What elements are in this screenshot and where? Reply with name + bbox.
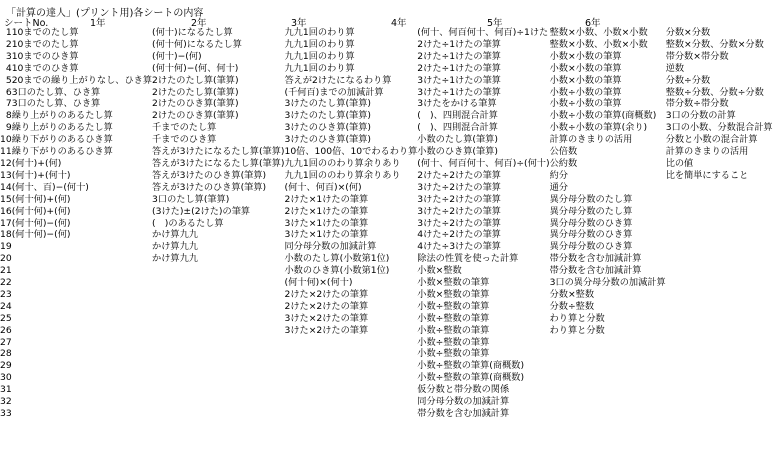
grade-3-topic-cell: (千何百)までの加減計算	[284, 86, 384, 98]
table-row	[0, 396, 773, 408]
grade-4-topic-cell: 4けた÷3けたの筆算	[417, 241, 501, 253]
grade-4-topic-cell: 3けた÷1けたの筆算	[417, 74, 501, 86]
grade-6-topic-cell: 比の値	[665, 157, 694, 169]
table-row	[0, 360, 773, 372]
sheet-number-cell: 2	[5, 38, 12, 50]
table-row	[0, 229, 773, 241]
grade-1-topic-cell	[12, 289, 152, 301]
grade-1-topic-cell: 10までのたし算	[11, 38, 79, 50]
grade-3-topic-cell: 3けたのひき算(筆算)	[284, 122, 371, 134]
grade-4-topic-cell: ( )、四則混合計算	[417, 122, 498, 134]
table-row	[0, 348, 773, 360]
grade-1-topic-cell: 繰り上がりのあるたし算	[11, 122, 113, 134]
sheet-number-cell: 4	[5, 62, 12, 74]
sheet-number-cell: 24	[0, 300, 12, 312]
grade-4-topic-cell: 小数÷整数の筆算	[417, 336, 490, 348]
grade-5-topic-cell: 異分母分数のたし算	[549, 205, 633, 217]
sheet-number-cell: 15	[0, 193, 12, 205]
sheet-number-header: シートNo.	[4, 18, 49, 29]
table-row	[0, 313, 773, 325]
grade-4-topic-cell: 3けたをかける筆算	[417, 98, 497, 110]
grade-5-topic-cell: 整数×小数、小数×小数	[549, 38, 648, 50]
grade-4-topic-cell: 3けた÷2けたの筆算	[417, 217, 501, 229]
grade-3-topic-cell: 九九1回のわり算	[284, 62, 355, 74]
grade-1-topic-cell	[12, 360, 152, 372]
grade-2-topic-cell: (何十何)−(何、何十)	[152, 62, 239, 74]
grade-1-topic-cell: (何十何)+(何)	[11, 205, 71, 217]
grade-3-topic-cell: 10倍、100倍、10でわるわり算	[284, 146, 418, 158]
grade-6-topic-cell	[666, 384, 773, 396]
grade-5-topic-cell: 3口の異分母分数の加減計算	[549, 277, 666, 289]
table-row	[0, 75, 773, 87]
grade-6-topic-cell: 逆数	[665, 62, 685, 74]
table-row	[0, 63, 773, 75]
table-row	[0, 134, 773, 146]
table-row	[0, 372, 773, 384]
table-row	[0, 218, 773, 230]
table-row	[0, 194, 773, 206]
grade-5-topic-cell	[550, 360, 666, 372]
grade-4-topic-cell: 2けた÷1けたの筆算	[417, 50, 501, 62]
grade-2-topic-cell: (何十)になるたし算	[152, 27, 233, 38]
sheet-number-cell: 8	[5, 110, 12, 122]
grade-3-topic-cell: 2けた×1けたの筆算	[284, 205, 369, 217]
grade-5-topic-cell: 小数÷小数の筆算	[549, 98, 622, 110]
grade-4-topic-cell: 同分母分数の加減計算	[417, 396, 510, 408]
grade-5-topic-cell	[550, 337, 666, 349]
sheet-number-cell: 11	[0, 146, 12, 158]
grade-5-topic-cell: 異分母分数のひき算	[549, 241, 633, 253]
grade-6-topic-cell	[666, 218, 773, 230]
sheet-number-cell: 19	[0, 241, 12, 253]
grade-1-topic-cell	[12, 384, 152, 396]
grade-3-topic-cell	[284, 348, 417, 360]
grade-3-topic-cell	[284, 384, 417, 396]
table-row	[0, 182, 773, 194]
grade-2-topic-cell: (3けた)±(2けた)の筆算	[152, 205, 251, 217]
grade-5-topic-cell: 小数×小数の筆算	[549, 62, 622, 74]
grade-4-topic-cell: 3けた÷2けたの筆算	[417, 193, 501, 205]
sheet-number-cell: 3	[5, 50, 12, 62]
grade-1-topic-cell: 繰り上がりのあるたし算	[11, 110, 113, 122]
table-row	[0, 51, 773, 63]
grade-2-topic-cell: かけ算九九	[152, 253, 198, 265]
grade-2-topic-cell	[152, 301, 284, 313]
table-row	[0, 241, 773, 253]
grade-1-topic-cell	[12, 301, 152, 313]
grade-2-topic-cell: 2けたのたし算(筆算)	[152, 74, 239, 86]
grade-4-topic-cell: 3けた÷2けたの筆算	[417, 205, 501, 217]
grade-6-topic-cell	[666, 289, 773, 301]
grade-6-topic-cell: 計算のきまりの活用	[665, 146, 749, 158]
table-row	[0, 289, 773, 301]
grade-6-topic-cell: 整数÷分数、分数÷分数	[665, 86, 764, 98]
grade-6-topic-cell	[666, 396, 773, 408]
grade-3-topic-cell: 答えが2けたになるわり算	[284, 74, 392, 86]
grade-6-topic-cell	[666, 301, 773, 313]
sheet-title: 「計算の達人」(プリント用)各シートの内容	[6, 8, 204, 19]
grade-3-topic-cell	[284, 337, 417, 349]
grade-5-topic-cell: 通分	[549, 181, 568, 193]
table-row	[0, 146, 773, 158]
table-row	[0, 265, 773, 277]
grade-6-topic-cell: 分数÷分数	[665, 74, 711, 86]
sheet-number-cell: 14	[0, 181, 12, 193]
grade-3-topic-cell: 九九1回のわり算	[284, 38, 355, 50]
sheet-number-cell: 32	[0, 396, 12, 408]
grade-1-topic-cell	[12, 408, 152, 420]
sheet-number-cell: 9	[5, 122, 12, 134]
grade-5-topic-cell: 計算のきまりの活用	[549, 134, 633, 146]
grade-4-topic-cell: 小数÷整数の筆算	[417, 300, 490, 312]
grade-5-topic-cell: 公倍数	[549, 146, 578, 158]
grade-4-topic-cell: 小数×整数の筆算	[417, 288, 490, 300]
grade-6-topic-cell	[666, 253, 773, 265]
grade-1-topic-cell: (何十何)+(何)	[11, 193, 71, 205]
grade-4-topic-cell: 小数÷整数の筆算	[417, 324, 490, 336]
table-row	[0, 408, 773, 420]
grade-3-topic-cell: 3けたのたし算(筆算)	[284, 98, 371, 110]
grade-4-topic-cell: 除法の性質を使った計算	[417, 253, 519, 265]
grade-4-topic-cell: (何十、何百何十、何百)÷(何十)	[417, 157, 550, 169]
sheet-number-cell: 7	[5, 98, 12, 110]
grade-4-topic-cell: (何十、何百何十、何百)÷1けた	[417, 27, 549, 38]
table-row	[0, 301, 773, 313]
grade-5-topic-cell: 異分母分数のたし算	[549, 193, 633, 205]
grade-2-topic-cell: かけ算九九	[152, 229, 198, 241]
grade-4-topic-cell: 小数×整数の筆算	[417, 277, 490, 289]
table-row	[0, 39, 773, 51]
grade-5-topic-cell	[550, 384, 666, 396]
grade-2-topic-cell: 答えが3けたのひき算(筆算)	[152, 181, 267, 193]
grade-2-topic-cell: 答えが3けたのひき算(筆算)	[152, 169, 267, 181]
grade-2-topic-cell: かけ算九九	[152, 241, 198, 253]
grade-2-topic-cell	[152, 372, 284, 384]
grade-6-topic-cell: 帯分数×帯分数	[665, 50, 729, 62]
sheet-number-cell: 28	[0, 348, 12, 360]
grade-2-topic-cell: 答えが3けたになるたし算(筆算)	[152, 146, 285, 158]
sheet-number-cell: 23	[0, 288, 12, 300]
grade-5-topic-cell: 公約数	[549, 157, 578, 169]
grade-6-topic-cell	[666, 372, 773, 384]
grade-4-topic-cell: 小数のひき算(筆算)	[417, 146, 498, 158]
grade-3-topic-cell: 3けたのひき算(筆算)	[284, 134, 371, 146]
grade-1-topic-cell: (何十何)−(何)	[11, 217, 71, 229]
grade-4-topic-cell: ( )、四則混合計算	[417, 110, 498, 122]
grade-2-topic-cell	[152, 384, 284, 396]
grade-5-topic-cell	[550, 396, 666, 408]
grade-5-topic-cell: 小数×小数の筆算	[549, 50, 622, 62]
grade-2-header: 2年	[191, 18, 207, 29]
grade-1-topic-cell	[12, 348, 152, 360]
grade-4-topic-cell: 2けた÷1けたの筆算	[417, 62, 501, 74]
sheet-number-cell: 20	[0, 253, 12, 265]
grade-2-topic-cell: 3口のたし算(筆算)	[152, 193, 230, 205]
grade-1-topic-cell: (何十)+(何)	[11, 157, 62, 169]
grade-2-topic-cell	[152, 360, 284, 372]
grade-2-topic-cell: (何十)−(何)	[152, 50, 202, 62]
grade-6-topic-cell: 分数×分数	[665, 27, 711, 38]
grade-1-topic-cell: 繰り下がりのあるひき算	[11, 146, 113, 158]
grade-1-topic-cell	[12, 396, 152, 408]
grade-1-topic-cell: 繰り下がりのあるひき算	[11, 134, 113, 146]
grade-1-topic-cell	[12, 337, 152, 349]
table-row	[0, 337, 773, 349]
grade-1-topic-cell	[12, 265, 152, 277]
grade-3-topic-cell: (何十、何百)×(何)	[284, 181, 362, 193]
grade-5-topic-cell: 分数×整数	[549, 288, 595, 300]
grade-6-topic-cell: 帯分数÷帯分数	[665, 98, 729, 110]
grade-3-topic-cell: 九九1回ののわり算余りあり	[284, 157, 401, 169]
grade-2-topic-cell: 千までのひき算	[152, 134, 217, 146]
grade-6-topic-cell	[666, 229, 773, 241]
sheet-number-cell: 1	[5, 27, 12, 38]
grade-4-topic-cell: 小数÷整数の筆算	[417, 348, 490, 360]
grade-3-topic-cell: 3けた×1けたの筆算	[284, 229, 369, 241]
grade-4-topic-cell: 小数÷整数の筆算(商概数)	[417, 372, 525, 384]
grade-3-topic-cell: 小数のたし算(小数第1位)	[284, 253, 390, 265]
sheet-number-cell: 5	[5, 74, 12, 86]
table-row	[0, 170, 773, 182]
sheet-number-cell: 30	[0, 372, 12, 384]
table-row	[0, 122, 773, 134]
table-row	[0, 325, 773, 337]
grade-2-topic-cell	[152, 289, 284, 301]
grade-6-topic-cell	[666, 325, 773, 337]
grade-6-topic-cell	[666, 277, 773, 289]
grade-1-topic-cell: 10までのひき算	[11, 50, 79, 62]
grade-3-topic-cell: 九九1回のわり算	[284, 50, 355, 62]
grade-6-topic-cell	[666, 348, 773, 360]
grade-3-topic-cell: 九九1回のわり算	[284, 27, 355, 38]
grade-2-topic-cell: (何十何)になるたし算	[152, 38, 242, 50]
sheet-number-cell: 17	[0, 217, 12, 229]
table-row	[0, 110, 773, 122]
sheet-number-cell: 21	[0, 265, 12, 277]
grade-1-topic-cell: 10までのひき算	[11, 62, 79, 74]
grade-1-topic-cell	[12, 372, 152, 384]
table-row	[0, 87, 773, 99]
grade-2-topic-cell	[152, 265, 284, 277]
grade-3-topic-cell: (何十何)×(何十)	[284, 277, 353, 289]
grade-4-topic-cell: 小数のたし算(筆算)	[417, 134, 498, 146]
grade-6-topic-cell	[666, 337, 773, 349]
grade-2-topic-cell	[152, 408, 284, 420]
grade-3-topic-cell: 2けた×1けたの筆算	[284, 193, 369, 205]
grade-4-header: 4年	[391, 18, 407, 29]
grade-5-topic-cell: 小数×小数の筆算	[549, 74, 622, 86]
grade-2-topic-cell: ( )のあるたし算	[152, 217, 224, 229]
grade-1-topic-cell: 10までのたし算	[11, 27, 79, 38]
grade-3-topic-cell: 同分母分数の加減計算	[284, 241, 377, 253]
grade-4-topic-cell: 2けた÷1けたの筆算	[417, 38, 501, 50]
grade-4-topic-cell: 小数÷整数の筆算	[417, 312, 490, 324]
grade-1-topic-cell	[12, 241, 152, 253]
sheet-number-cell: 33	[0, 408, 12, 419]
content-grid	[0, 27, 773, 420]
sheet-number-cell: 18	[0, 229, 12, 241]
table-row	[0, 206, 773, 218]
grade-5-topic-cell: 帯分数を含む加減計算	[549, 265, 642, 277]
grade-5-topic-cell: 異分母分数のひき算	[549, 229, 633, 241]
grade-3-topic-cell	[284, 408, 417, 420]
grade-3-topic-cell: 2けた×2けたの筆算	[284, 300, 369, 312]
sheet-number-cell: 26	[0, 324, 12, 336]
sheet-number-cell: 25	[0, 312, 12, 324]
grade-3-topic-cell: 小数のひき算(小数第1位)	[284, 265, 390, 277]
table-row	[0, 384, 773, 396]
grade-1-topic-cell: (何十、百)−(何十)	[11, 181, 89, 193]
grade-3-topic-cell: 3けたのたし算(筆算)	[284, 110, 371, 122]
table-row	[0, 98, 773, 110]
sheet-number-cell: 16	[0, 205, 12, 217]
grade-6-topic-cell: 整数×分数、分数×分数	[665, 38, 764, 50]
grade-2-topic-cell	[152, 277, 284, 289]
grade-4-topic-cell: 4けた÷2けたの筆算	[417, 229, 501, 241]
grade-3-topic-cell: 2けた×2けたの筆算	[284, 288, 369, 300]
grade-3-topic-cell: 3けた×2けたの筆算	[284, 324, 369, 336]
grade-4-topic-cell: 仮分数と帯分数の関係	[417, 384, 510, 396]
grade-1-topic-cell	[12, 313, 152, 325]
grade-6-topic-cell	[666, 408, 773, 420]
table-row	[0, 158, 773, 170]
sheet-number-cell: 12	[0, 157, 12, 169]
grade-4-topic-cell: 2けた÷2けたの筆算	[417, 169, 501, 181]
grade-6-topic-cell	[666, 206, 773, 218]
grade-5-topic-cell	[550, 348, 666, 360]
grade-4-topic-cell: 小数×整数	[417, 265, 462, 277]
grade-2-topic-cell	[152, 337, 284, 349]
grade-6-topic-cell	[666, 241, 773, 253]
grade-1-topic-cell	[12, 277, 152, 289]
grade-3-header: 3年	[291, 18, 307, 29]
grade-3-topic-cell	[284, 396, 417, 408]
grade-3-topic-cell	[284, 360, 417, 372]
grade-5-topic-cell: わり算と分数	[549, 312, 605, 324]
grade-6-topic-cell: 3口の分数の計算	[665, 110, 736, 122]
sheet-number-cell: 10	[0, 134, 12, 146]
grade-5-topic-cell: 小数÷小数の筆算	[549, 86, 622, 98]
grade-2-topic-cell: 千までのたし算	[152, 122, 217, 134]
grade-6-topic-cell	[666, 313, 773, 325]
grade-5-topic-cell: 帯分数を含む加減計算	[549, 253, 642, 265]
grade-3-topic-cell	[284, 372, 417, 384]
grade-1-topic-cell: 20までの繰り上がりなし、ひき算	[11, 74, 153, 86]
grade-4-topic-cell: 3けた÷2けたの筆算	[417, 181, 501, 193]
grade-5-topic-cell: 整数×小数、小数×小数	[549, 27, 648, 38]
sheet-number-cell: 31	[0, 384, 12, 396]
grade-5-topic-cell: 分数÷整数	[549, 300, 595, 312]
grade-1-topic-cell	[12, 325, 152, 337]
grade-5-topic-cell: 小数÷小数の筆算(余り)	[549, 122, 648, 134]
grade-3-topic-cell: 九九1回ののわり算余りあり	[284, 169, 401, 181]
grade-5-header: 5年	[487, 18, 503, 29]
grade-2-topic-cell: 2けたのひき算(筆算)	[152, 110, 239, 122]
grade-6-topic-cell	[666, 194, 773, 206]
sheet-number-cell: 6	[5, 86, 12, 98]
grade-6-topic-cell: 3口の小数、分数混合計算	[665, 122, 773, 134]
grade-1-topic-cell: 3口のたし算、ひき算	[11, 86, 101, 98]
grade-5-topic-cell	[550, 372, 666, 384]
grade-5-topic-cell: わり算と分数	[549, 324, 605, 336]
grade-5-topic-cell	[550, 408, 666, 420]
grade-1-topic-cell: (何十何)−(何)	[11, 229, 71, 241]
grade-4-topic-cell: 小数÷整数の筆算(商概数)	[417, 360, 525, 372]
grade-3-topic-cell: 3けた×1けたの筆算	[284, 217, 369, 229]
grade-6-topic-cell: 分数と小数の混合計算	[665, 134, 758, 146]
sheet-number-cell: 22	[0, 277, 12, 289]
grade-1-header: 1年	[90, 18, 106, 29]
grade-2-topic-cell	[152, 396, 284, 408]
grade-5-topic-cell: 小数÷小数の筆算(商概数)	[549, 110, 657, 122]
grade-2-topic-cell	[152, 313, 284, 325]
grade-6-topic-cell	[666, 360, 773, 372]
grade-2-topic-cell	[152, 348, 284, 360]
grade-4-topic-cell: 帯分数を含む加減計算	[417, 408, 510, 419]
grade-6-topic-cell: 比を簡単にすること	[665, 169, 749, 181]
table-row	[0, 253, 773, 265]
sheet-number-cell: 13	[0, 169, 12, 181]
grade-2-topic-cell: 答えが3けたになるたし算(筆算)	[152, 157, 285, 169]
sheet-number-cell: 29	[0, 360, 12, 372]
grade-3-topic-cell: 3けた×2けたの筆算	[284, 312, 369, 324]
table-row	[0, 277, 773, 289]
grade-1-topic-cell: 3口のたし算、ひき算	[11, 98, 101, 110]
grade-5-topic-cell: 異分母分数のひき算	[549, 217, 633, 229]
grade-4-topic-cell: 3けた÷1けたの筆算	[417, 86, 501, 98]
table-row	[0, 27, 773, 39]
grade-6-topic-cell	[666, 265, 773, 277]
grade-1-topic-cell: (何十)+(何十)	[11, 169, 71, 181]
grade-1-topic-cell	[12, 253, 152, 265]
grade-6-topic-cell	[666, 182, 773, 194]
grade-5-topic-cell: 約分	[549, 169, 568, 181]
sheet-number-cell: 27	[0, 336, 12, 348]
grade-2-topic-cell	[152, 325, 284, 337]
grade-6-header: 6年	[585, 18, 601, 29]
grade-2-topic-cell: 2けたのたし算(筆算)	[152, 86, 239, 98]
grade-2-topic-cell: 2けたのひき算(筆算)	[152, 98, 239, 110]
